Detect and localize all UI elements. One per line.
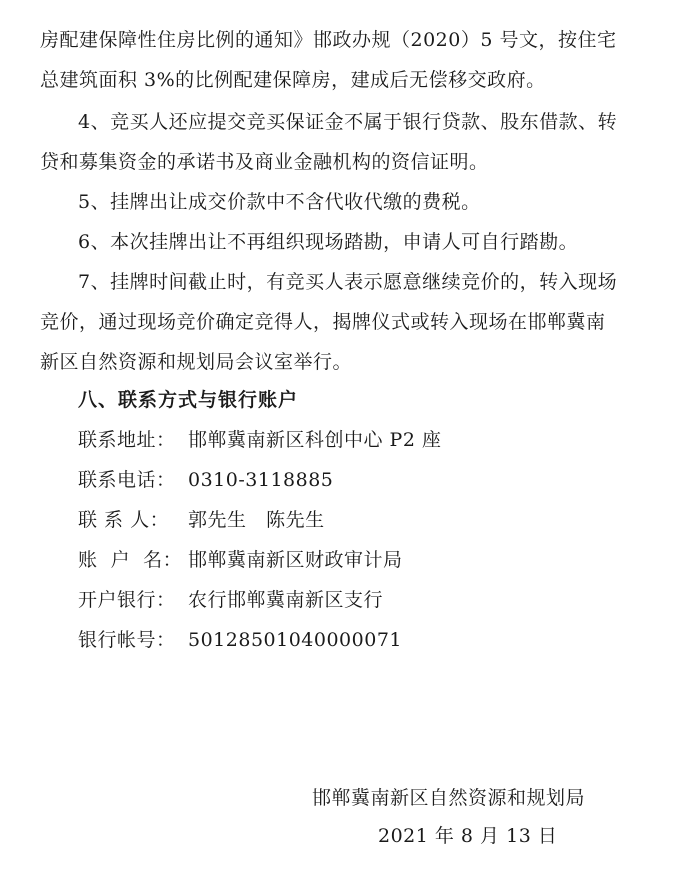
account-number-label: 银行帐号： <box>78 629 176 651</box>
account-name-row <box>78 548 403 572</box>
paragraph-7-line-3: 新区自然资源和规划局会议室举行。 <box>40 351 353 373</box>
paragraph-5-line-1: 5、挂牌出让成交价款中不含代收代缴的费税。 <box>78 191 481 213</box>
paragraph-4-line-2: 贷和募集资金的承诺书及商业金融机构的资信证明。 <box>40 151 489 173</box>
paragraph-7-line-2: 竞价，通过现场竞价确定竞得人，揭牌仪式或转入现场在邯郸冀南 <box>40 311 606 333</box>
paragraph-3-line-2: 总建筑面积 3%的比例配建保障房，建成后无偿移交政府。 <box>40 69 546 91</box>
contact-address-value: 邯郸冀南新区科创中心 P2 座 <box>188 429 442 451</box>
paragraph-3-line-1: 房配建保障性住房比例的通知》邯政办规（2020）5 号文，按住宅 <box>40 29 617 51</box>
contact-phone-value: 0310-3118885 <box>188 469 334 491</box>
signature-date: 2021 年 8 月 13 日 <box>378 825 558 847</box>
contact-phone-row <box>78 468 333 492</box>
section-heading: 八、联系方式与银行账户 <box>78 389 299 411</box>
contact-person-row <box>78 508 325 532</box>
contact-person-value: 郭先生 陈先生 <box>188 509 325 531</box>
bank-value: 农行邯郸冀南新区支行 <box>188 589 384 611</box>
contact-person-label: 联 系 人： <box>78 509 170 531</box>
bank-row <box>78 588 383 612</box>
bank-label: 开户银行： <box>78 589 176 611</box>
account-number-row <box>78 628 402 652</box>
contact-address-label: 联系地址： <box>78 429 176 451</box>
account-number-value: 50128501040000071 <box>188 629 403 651</box>
paragraph-4-line-1: 4、竞买人还应提交竞买保证金不属于银行贷款、股东借款、转 <box>78 111 618 133</box>
paragraph-7-line-1: 7、挂牌时间截止时，有竞买人表示愿意继续竞价的，转入现场 <box>78 271 618 293</box>
signature-org: 邯郸冀南新区自然资源和规划局 <box>312 787 586 809</box>
account-name-value: 邯郸冀南新区财政审计局 <box>188 549 403 571</box>
contact-address-row <box>78 428 441 452</box>
account-name-label: 账 户 名： <box>78 549 183 571</box>
paragraph-6-line-1: 6、本次挂牌出让不再组织现场踏勘，申请人可自行踏勘。 <box>78 231 579 253</box>
contact-phone-label: 联系电话： <box>78 469 176 491</box>
